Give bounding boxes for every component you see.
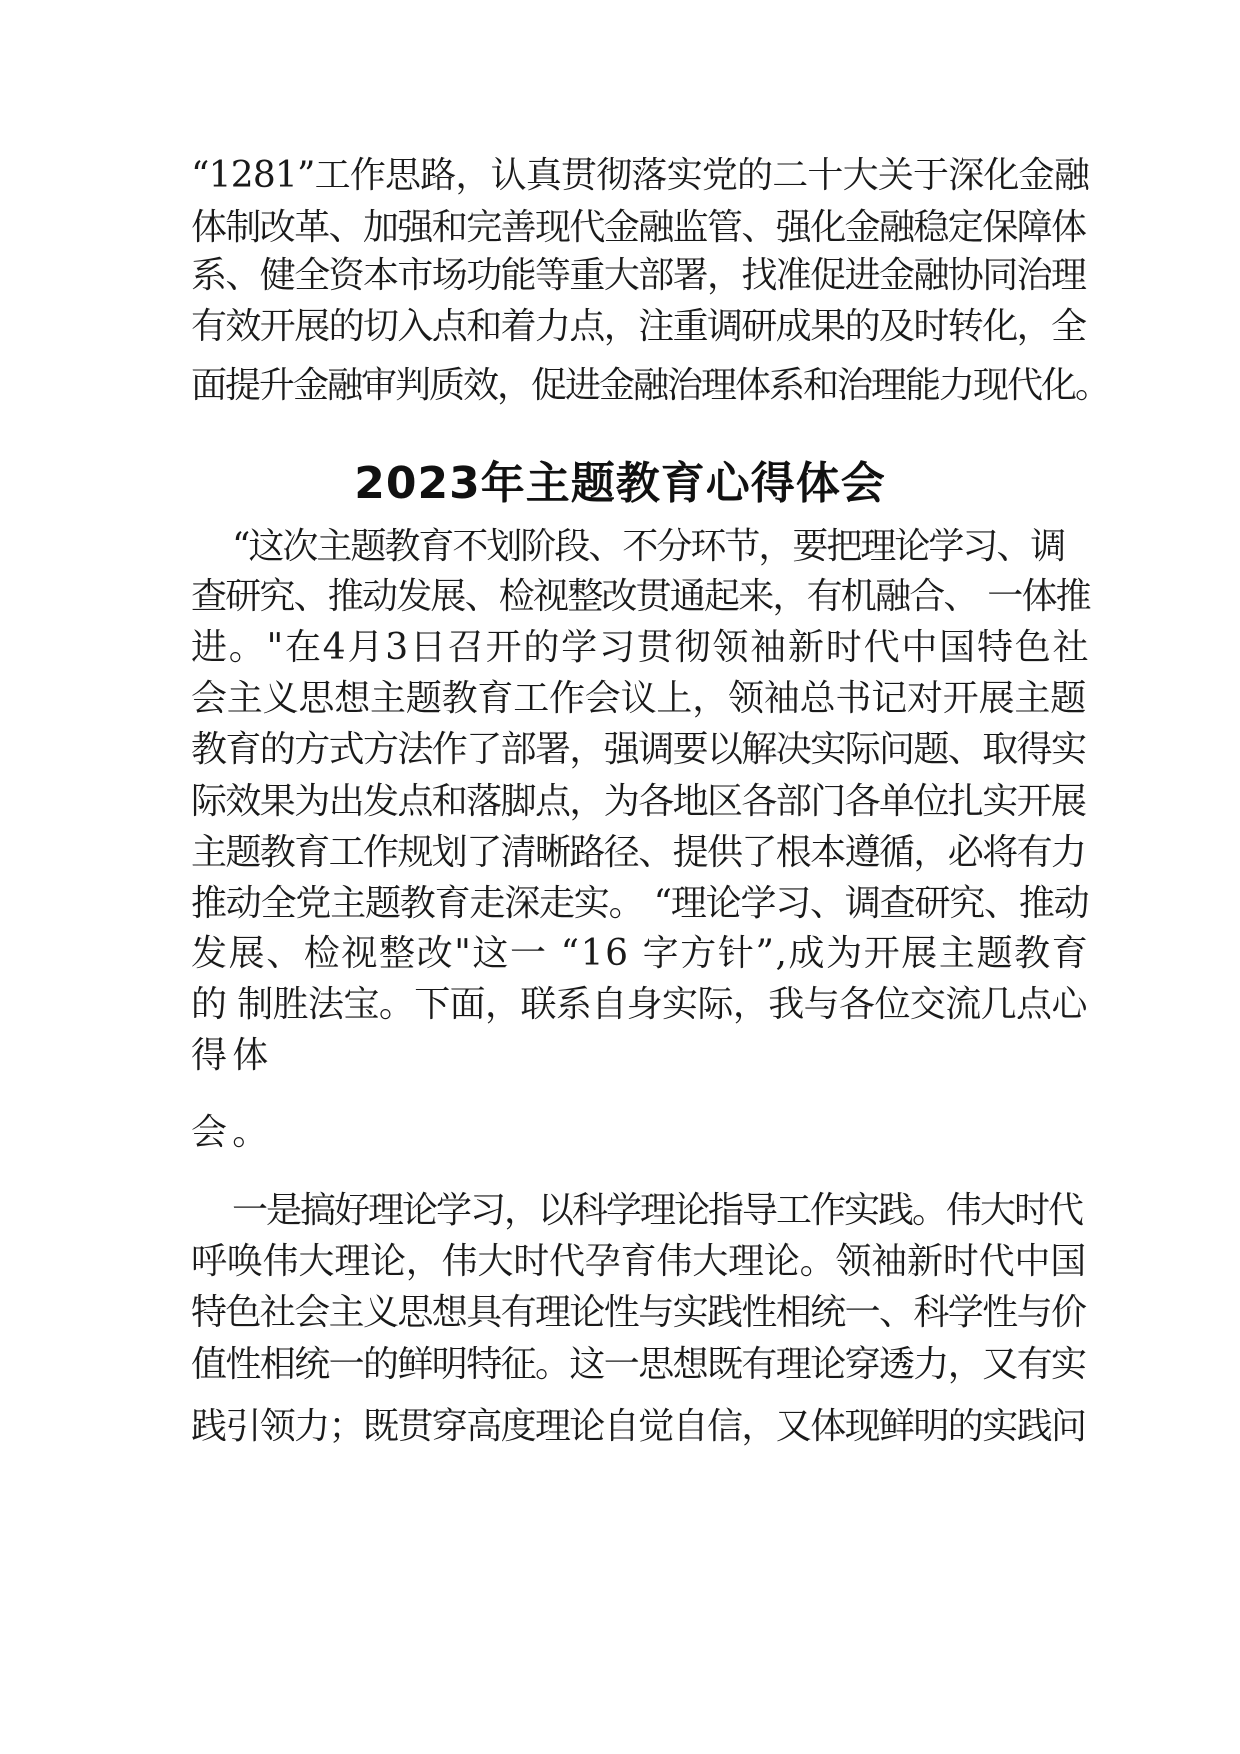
section-line-1: 一是搞好理论学习，以科学理论指导工作实践。伟大时代 xyxy=(232,1190,1083,1231)
section-line-2: 呼唤伟大理论，伟大时代孕育伟大理论。领袖新时代中国 xyxy=(191,1241,1087,1282)
body-line-2: 查研究、推动发展、检视整改贯通起来，有机融合、 一体推 xyxy=(191,576,1090,617)
body-line-5: 教育的方式方法作了部署，强调要以解决实际问题、取得实 xyxy=(191,729,1086,770)
body-line-9: 发展、检视整改"这一 “16 字方针”,成为开展主题教育 xyxy=(191,933,1090,974)
body-line-6: 际效果为出发点和落脚点，为各地区各部门各单位扎实开展 xyxy=(191,781,1086,822)
intro-line-2: 体制改革、加强和完善现代金融监管、强化金融稳定保障体 xyxy=(191,207,1086,248)
body-line-8: 推动全党主题教育走深走实。 “理论学习、调查研究、推动 xyxy=(191,883,1089,924)
intro-line-5: 面提升金融审判质效，促进金融治理体系和治理能力现代化。 xyxy=(191,365,1110,406)
body-line-1: “这次主题教育不划阶段、不分环节，要把理论学习、调 xyxy=(232,526,1065,567)
section-line-5: 践引领力；既贯穿高度理论自觉自信，又体现鲜明的实践问 xyxy=(191,1406,1086,1447)
body-line-11: 得体 xyxy=(191,1035,274,1076)
page-title: 2023年主题教育心得体会 xyxy=(354,458,886,509)
body-line-3: 进。"在4月3日召开的学习贯彻领袖新时代中国特色社 xyxy=(191,627,1091,668)
section-line-4: 值性相统一的鲜明特征。这一思想既有理论穿透力，又有实 xyxy=(191,1344,1086,1385)
intro-line-4: 有效开展的切入点和着力点，注重调研成果的及时转化，全 xyxy=(191,306,1086,347)
body-line-7: 主题教育工作规划了清晰路径、提供了根本遵循，必将有力 xyxy=(191,832,1086,873)
section-line-3: 特色社会主义思想具有理论性与实践性相统一、科学性与价 xyxy=(191,1292,1086,1333)
intro-line-3: 系、健全资本市场功能等重大部署，找准促进金融协同治理 xyxy=(191,255,1086,296)
body-line-12: 会。 xyxy=(191,1112,274,1153)
body-line-4: 会主义思想主题教育工作会议上，领袖总书记对开展主题 xyxy=(191,678,1087,719)
intro-line-1: “1281”工作思路，认真贯彻落实党的二十大关于深化金融 xyxy=(191,155,1090,196)
body-line-10: 的 制胜法宝。下面，联系自身实际，我与各位交流几点心 xyxy=(191,984,1087,1025)
